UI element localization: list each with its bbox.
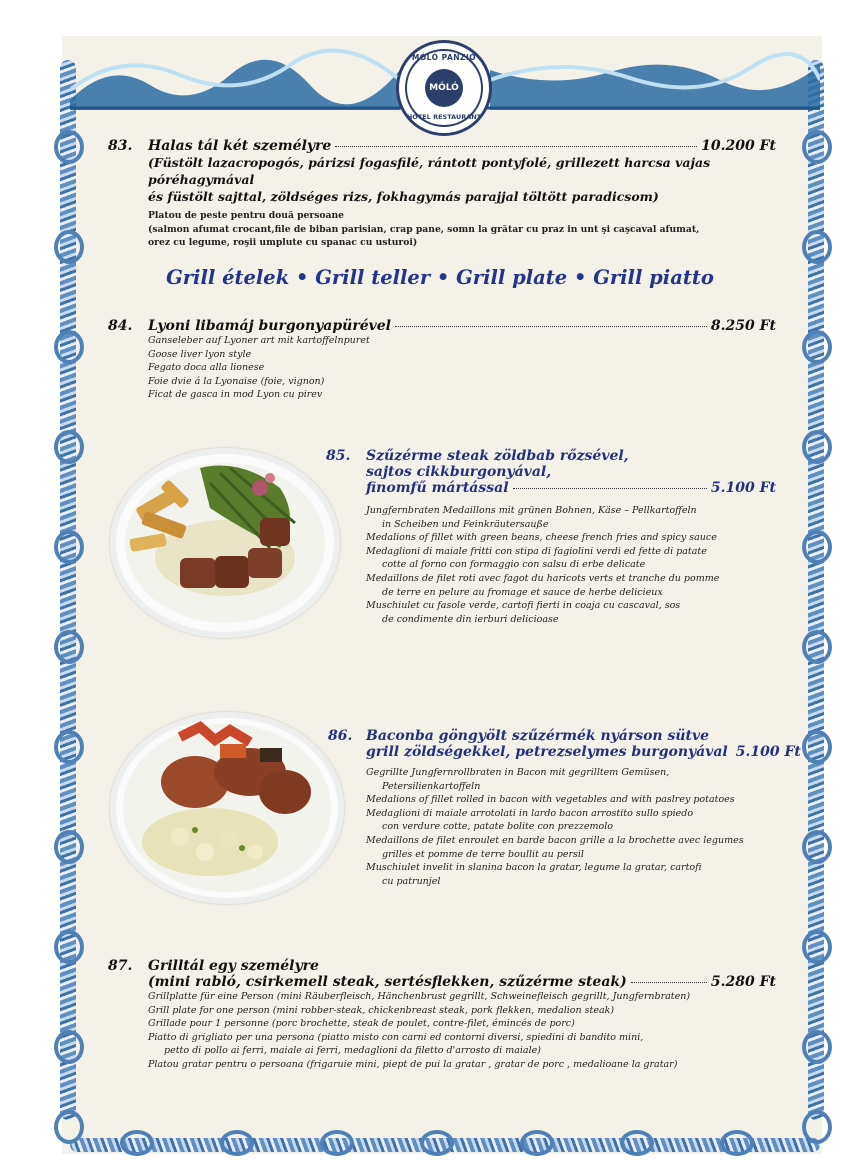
- item-description: de condimente din ierburi delicioase: [382, 613, 559, 625]
- steak-plate-illustration: [110, 448, 340, 638]
- rope-knot-icon: [220, 1130, 254, 1156]
- item-price: 5.280 Ft: [710, 974, 776, 990]
- rope-knot-icon: [802, 830, 832, 864]
- item-description: Fegato doca alla lionese: [148, 362, 265, 374]
- section-title: Grill ételek • Grill teller • Grill plate • Grill piatto: [166, 266, 714, 289]
- item-title-line: Baconba göngyölt szűzérmék nyárson sütve: [366, 728, 710, 744]
- wave-right: [490, 65, 820, 110]
- menu-item-85: [366, 448, 776, 626]
- item-number: 83.: [108, 138, 133, 154]
- item-description: Grillade pour 1 personne (porc brochette, steak de poulet, contre-filet, émincés de porc): [148, 1018, 575, 1030]
- rope-knot-icon: [802, 430, 832, 464]
- leader-dots: [513, 488, 707, 489]
- item-subtitle-line: (Füstölt lazacropogós, párizsi fogasfilé, rántott pontyfolé, grillezett harcsa vajas póréhagymával: [148, 155, 711, 187]
- item-description: Foie dvie á la Lyonaise (foie, vignon): [148, 375, 325, 387]
- item-price: 5.100 Ft: [710, 480, 776, 496]
- rope-knot-icon: [802, 630, 832, 664]
- rope-knot-icon: [54, 330, 84, 364]
- rope-knot-icon: [54, 1030, 84, 1064]
- rope-knot-icon: [54, 730, 84, 764]
- item-price: 5.100 Ft: [735, 744, 801, 760]
- item-description: Petersilienkartoffeln: [382, 780, 481, 792]
- rope-knot-icon: [54, 430, 84, 464]
- logo-top-text: MÓLÓ PANZIÓ: [411, 53, 477, 62]
- item-price: 8.250 Ft: [710, 318, 776, 334]
- item-number: 84.: [108, 318, 133, 334]
- dish-photo-85: [110, 448, 340, 638]
- menu-item-86: [366, 728, 801, 888]
- restaurant-logo: [396, 40, 492, 136]
- item-description: orez cu legume, roşii umplute cu spanac cu usturoi): [148, 237, 418, 249]
- rope-knot-icon: [54, 930, 84, 964]
- item-title: Halas tál két személyre: [148, 138, 332, 154]
- item-title-line: (mini rabló, csirkemell steak, sertésflekken, szűzérme steak): [148, 974, 627, 990]
- item-number: 86.: [328, 728, 353, 744]
- rope-knot-icon: [802, 730, 832, 764]
- rope-knot-icon: [54, 830, 84, 864]
- leader-dots: [335, 146, 697, 147]
- item-description: Ganseleber auf Lyoner art mit kartoffelnpuret: [148, 335, 370, 346]
- item-title: Lyoni libamáj burgonyapürével: [148, 318, 391, 334]
- waves-emblem-icon: MÓLÓ: [425, 69, 463, 107]
- item-number: 87.: [108, 958, 133, 974]
- item-number: 85.: [326, 448, 351, 464]
- rope-knot-icon: [54, 630, 84, 664]
- rope-knot-icon: [802, 130, 832, 164]
- leader-dots: [631, 982, 707, 983]
- item-description: Grill plate for one person (mini robber-steak, chickenbreast steak, pork flekken, medalion steak): [148, 1004, 615, 1016]
- item-description: Medaillons de filet roti avec fagot du haricots verts et tranche du pomme: [366, 572, 720, 584]
- item-title-line: sajtos cikkburgonyával,: [366, 464, 552, 480]
- item-title: Grilltál egy személyre: [148, 958, 319, 974]
- item-description: Muschiulet invelit in slanina bacon la gratar, legume la gratar, cartofi: [366, 862, 702, 874]
- item-description: Medaglioni di maiale fritti con stipa di fagiolini verdi ed fette di patate: [366, 545, 707, 557]
- rope-knot-icon: [54, 130, 84, 164]
- rope-knot-icon: [620, 1130, 654, 1156]
- logo-bottom-text: HOTEL RESTAURANT: [406, 113, 482, 121]
- item-description: Jungfernbraten Medaillons mit grünen Bohnen, Käse – Pellkartoffeln: [366, 505, 697, 516]
- item-description: Medaillons de filet enroulet en barde bacon grille a la brochette avec legumes: [366, 834, 744, 846]
- rope-knot-icon: [802, 530, 832, 564]
- rope-knot-icon: [320, 1130, 354, 1156]
- rope-knot-icon: [120, 1130, 154, 1156]
- item-description: Ficat de gasca in mod Lyon cu pirev: [148, 389, 323, 401]
- item-title-line: Szűzérme steak zöldbab rőzsével,: [366, 448, 629, 464]
- item-description: Muschiulet cu fasole verde, cartofi fierti in coaja cu cascaval, sos: [366, 600, 681, 612]
- item-description: Piatto di grigliato per una persona (piatto misto con carni ed contorni diversi, spiedini di bandito mini,: [148, 1031, 644, 1043]
- item-description: cotte al forno con formaggio con salsu di erbe delicate: [382, 559, 646, 571]
- rope-knot-icon: [520, 1130, 554, 1156]
- item-description: Medaglioni di maiale arrotolati in lardo bacon arrostito sullo spiedo: [366, 807, 694, 819]
- item-price: 10.200 Ft: [701, 138, 776, 154]
- rope-knot-icon: [802, 230, 832, 264]
- item-title-line: grill zöldségekkel, petrezselymes burgonyával: [366, 744, 728, 760]
- rope-knot-icon: [802, 1030, 832, 1064]
- item-description: Gegrillte Jungfernrollbraten in Bacon mit gegrilltem Gemüsen,: [366, 767, 670, 778]
- item-description: Goose liver lyon style: [148, 348, 252, 360]
- rope-knot-icon: [802, 330, 832, 364]
- item-description: Platou de peste pentru două persoane: [148, 210, 344, 221]
- leader-dots: [395, 326, 707, 327]
- item-description: cu patrunjel: [382, 875, 441, 887]
- menu-item-83: [148, 138, 776, 250]
- item-subtitle-line: és füstölt sajttal, zöldséges rizs, fokhagymás parajjal töltött paradicsom): [148, 189, 659, 204]
- item-description: Platou gratar pentru o persoana (frigaruie mini, piept de pui la gratar , gratar de porc , medalioane la gratar): [148, 1058, 678, 1070]
- rope-knot-icon: [54, 1110, 84, 1144]
- rope-knot-icon: [802, 1110, 832, 1144]
- item-description: Grillplatte für eine Person (mini Räuberfleisch, Hänchenbrust gegrillt, Schweinefleisch gegrillt, Jungfernbraten): [148, 991, 691, 1002]
- item-title-line: finomfű mártással: [366, 480, 509, 496]
- rope-knot-icon: [720, 1130, 754, 1156]
- item-description: in Scheiben und Feinkräutersauße: [382, 518, 549, 530]
- item-description: grilles et pomme de terre boullit au persil: [382, 848, 584, 860]
- item-description: con verdure cotte, patate bolite con prezzemolo: [382, 821, 613, 833]
- item-description: Medalions of fillet with green beans, cheese french fries and spicy sauce: [366, 532, 717, 544]
- item-description: (salmon afumat crocant,file de biban parisian, crap pane, somn la grătar cu praz in unt şi caşcaval afumat,: [148, 223, 700, 235]
- item-description: Medalions of fillet rolled in bacon with vegetables and with paslrey potatoes: [366, 794, 735, 806]
- rope-knot-icon: [420, 1130, 454, 1156]
- item-description: petto di pollo ai ferri, maiale ai ferri, medaglioni da filetto d'arrosto di maiale): [164, 1045, 541, 1057]
- item-description: de terre en pelure au fromage et sauce de herbe delicieux: [382, 586, 663, 598]
- menu-item-84: [148, 318, 776, 402]
- dish-photo-86: [110, 712, 344, 904]
- rope-knot-icon: [54, 530, 84, 564]
- menu-item-87: [148, 958, 776, 1072]
- rope-knot-icon: [54, 230, 84, 264]
- bacon-roll-plate-illustration: [110, 712, 344, 904]
- rope-knot-icon: [802, 930, 832, 964]
